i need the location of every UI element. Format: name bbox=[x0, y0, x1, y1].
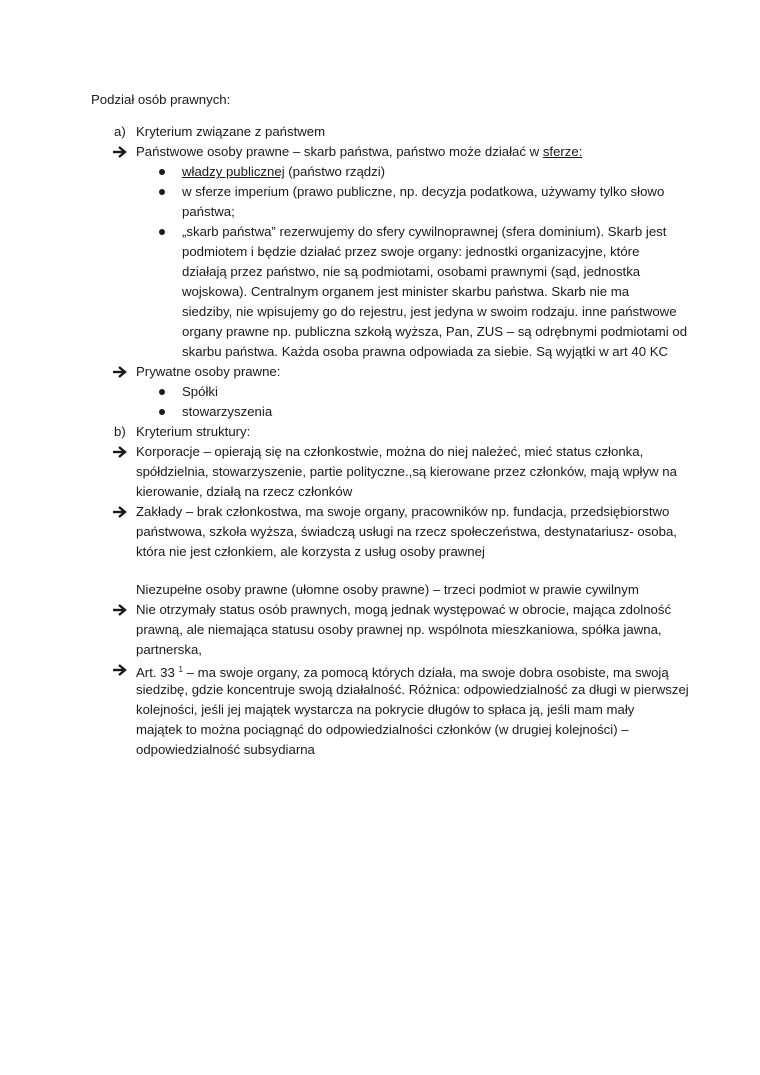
arrow-icon bbox=[112, 600, 128, 620]
arrow-icon bbox=[112, 502, 128, 522]
section-a-heading: Kryterium związane z państwem bbox=[136, 124, 326, 139]
text-run: – ma swoje organy, za pomocą których działa, ma swoje dobra osobiste, ma swoją bbox=[182, 665, 669, 680]
text-run: Państwowe osoby prawne – skarb państwa, państwo może działać w bbox=[136, 144, 543, 159]
paragraph-art33-line: majątek to można pociągnąć do odpowiedzialności członków (w drugiej kolejności) – bbox=[136, 722, 629, 737]
bullet-item-associations: stowarzyszenia bbox=[182, 404, 273, 419]
bullet-item-companies: Spółki bbox=[182, 384, 218, 399]
bullet-item-treasury-line: skarbu państwa. Każda osoba prawna odpowiada za siebie. Są wyjątki w art 40 KC bbox=[182, 344, 669, 359]
paragraph-art33-line: odpowiedzialność subsydiarna bbox=[136, 742, 315, 757]
paragraph-corporations-line: spółdzielnia, stowarzyszenie, partie polityczne.,są kierowane przez członków, mają wpływ na bbox=[136, 464, 677, 479]
bullet-item-treasury-line: podmiotem i będzie działać przez swoje organy: jednostki organizacyjne, które bbox=[182, 244, 640, 259]
paragraph-institutions-line: państwowa, szkoła wyższa, świadczą usługi na rzecz społeczeństwa, destynatariusz- osoba, bbox=[136, 524, 677, 539]
bullet-item-imperium-line: państwa; bbox=[182, 204, 235, 219]
list-marker-b: b) bbox=[114, 424, 126, 439]
underlined-text: władzy publicznej bbox=[182, 164, 285, 179]
arrow-icon bbox=[112, 362, 128, 382]
bullet-item-public-authority bbox=[182, 162, 385, 182]
paragraph-art33-line: kolejności, jeśli jej majątek wystarcza na pokrycie długów to spłaca ją, jeśli mam mały bbox=[136, 702, 635, 717]
paragraph-institutions-line: która nie jest członkiem, ale korzysta z usług osoby prawnej bbox=[136, 544, 485, 559]
paragraph-incomplete-line: Nie otrzymały status osób prawnych, mogą jednak występować w obrocie, mająca zdolność bbox=[136, 602, 672, 617]
paragraph-corporations-line: kierowanie, działą na rzecz członków bbox=[136, 484, 353, 499]
paragraph-private-entities: Prywatne osoby prawne: bbox=[136, 364, 281, 379]
bullet-item-treasury-line: działają przez państwo, nie są podmiotami, osobami prawnymi (sąd, jednostka bbox=[182, 264, 641, 279]
arrow-icon bbox=[112, 442, 128, 462]
underlined-text: sferze: bbox=[542, 144, 583, 159]
bullet-item-imperium-line: w sferze imperium (prawo publiczne, np. decyzja podatkowa, używamy tylko słowo bbox=[182, 184, 665, 199]
arrow-icon bbox=[112, 660, 128, 680]
section-c-heading: Niezupełne osoby prawne (ułomne osoby prawne) – trzeci podmiot w prawie cywilnym bbox=[136, 582, 639, 597]
paragraph-institutions-line: Zakłady – brak członkostwa, ma swoje organy, pracowników np. fundacja, przedsiębiorstwo bbox=[136, 504, 670, 519]
bullet-item-treasury-line: wojskowa). Centralnym organem jest minister skarbu państwa. Skarb nie ma bbox=[182, 284, 630, 299]
text-run: Art. 33 bbox=[136, 665, 179, 680]
paragraph-art33-line: siedzibę, gdzie koncentruje swoją działalność. Różnica: odpowiedzialność za długi w pierwszej bbox=[136, 682, 689, 697]
list-marker-a: a) bbox=[114, 124, 126, 139]
arrow-icon bbox=[112, 142, 128, 162]
bullet-item-treasury-line: organy prawne np. publiczna szkołą wyższa, Pan, ZUS – są odrębnymi podmiotami od bbox=[182, 324, 688, 339]
document-title: Podział osób prawnych: bbox=[91, 92, 231, 107]
text-run: (państwo rządzi) bbox=[284, 164, 386, 179]
superscript: 1 bbox=[178, 665, 183, 674]
paragraph-public-entities bbox=[136, 142, 582, 162]
paragraph-incomplete-line: prawną, ale niemająca statusu osoby prawnej np. wspólnota mieszkaniowa, spółka jawna, bbox=[136, 622, 662, 637]
paragraph-art33-line bbox=[136, 660, 669, 680]
section-b-heading: Kryterium struktury: bbox=[136, 424, 251, 439]
paragraph-incomplete-line: partnerska, bbox=[136, 642, 202, 657]
paragraph-corporations-line: Korporacje – opierają się na członkostwie, można do niej należeć, mieć status członka, bbox=[136, 444, 644, 459]
bullet-item-treasury-line: „skarb państwa” rezerwujemy do sfery cywilnoprawnej (sfera dominium). Skarb jest bbox=[182, 224, 667, 239]
bullet-item-treasury-line: siedziby, nie wpisujemy go do rejestru, jest jedyna w swoim rodzaju. inne państwowe bbox=[182, 304, 677, 319]
